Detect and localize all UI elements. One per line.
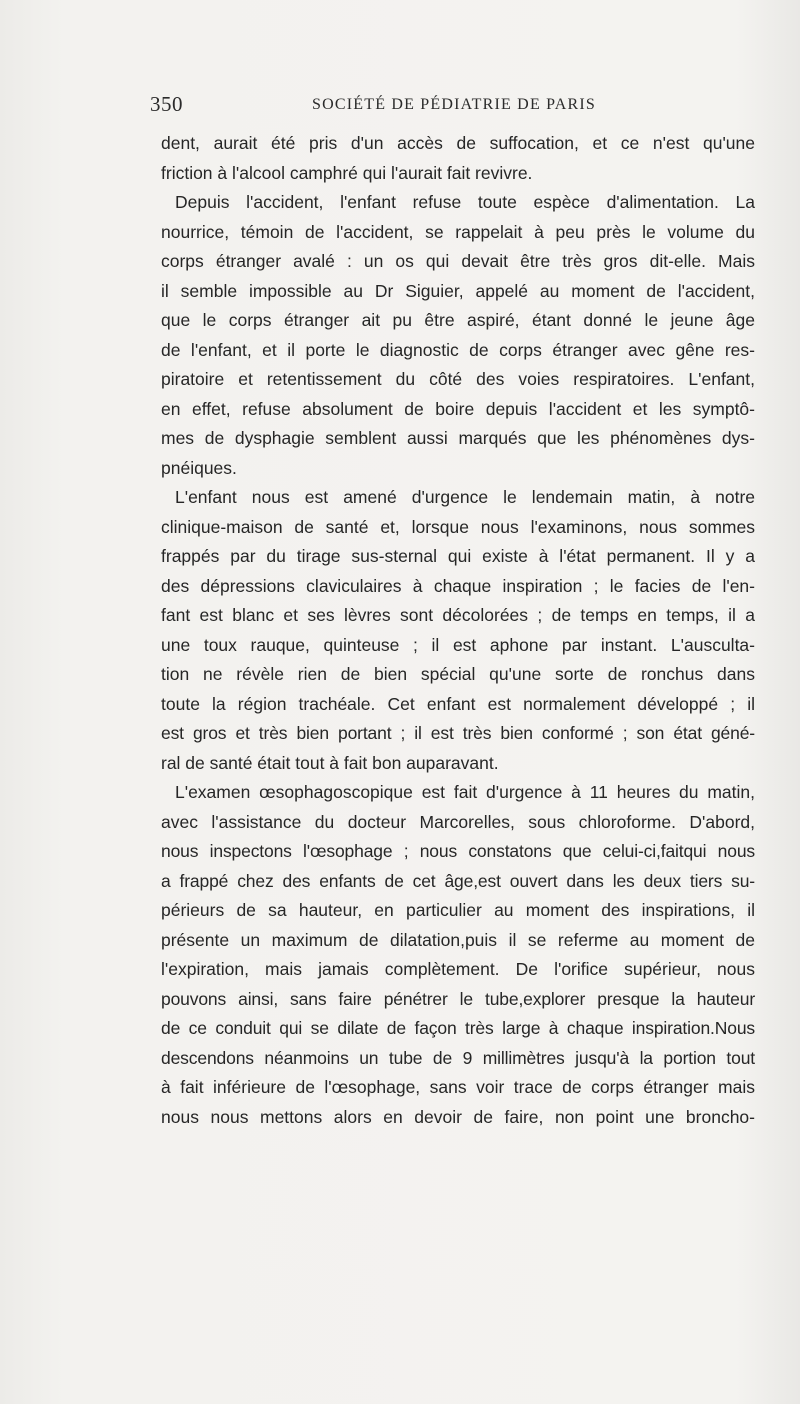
text-line: corps étranger avalé : un os qui devait être très gros dit-elle. Mais [161,251,755,271]
text-line: toute la région trachéale. Cet enfant est normalement développé ; il [161,693,755,714]
text-line: pnéiques. [161,457,237,478]
text-line: des dépressions claviculaires à chaque inspiration ; le facies de l'en- [161,575,755,596]
text-line: périeurs de sa hauteur, en particulier au moment des inspirations, il [161,900,755,920]
text-line: nourrice, témoin de l'accident, se rappelait à peu près le volume du [161,221,755,242]
text-line: présente un maximum de dilatation,puis il se referme au moment de [161,929,755,950]
text-line: clinique-maison de santé et, lorsque nous l'examinons, nous sommes [161,516,755,537]
text-line: frappés par du tirage sus-sternal qui existe à l'état permanent. Il y a [161,546,755,566]
text-line: à fait inférieure de l'œsophage, sans voir trace de corps étranger mais [161,1077,755,1097]
text-line: en effet, refuse absolument de boire depuis l'accident et les symptô- [161,398,755,419]
text-line: a frappé chez des enfants de cet âge,est ouvert dans les deux tiers su- [161,870,755,891]
text-line: nous nous mettons alors en devoir de faire, non point une broncho- [161,1106,755,1127]
text-line: il semble impossible au Dr Siguier, appelé au moment de l'accident, [161,280,755,301]
text-line: avec l'assistance du docteur Marcorelles, sous chloroforme. D'abord, [161,811,755,832]
text-line: de l'enfant, et il porte le diagnostic de corps étranger avec gêne res- [161,339,755,360]
text-line: fant est blanc et ses lèvres sont décolorées ; de temps en temps, il a [161,605,755,625]
body-text [161,129,755,1132]
text-line: descendons néanmoins un tube de 9 millimètres jusqu'à la portion tout [161,1047,755,1068]
paragraph-start-line: Depuis l'accident, l'enfant refuse toute espèce d'alimentation. La [175,192,755,212]
paragraph-start-line: L'enfant nous est amené d'urgence le lendemain matin, à notre [175,487,755,507]
text-line: que le corps étranger ait pu être aspiré, étant donné le jeune âge [161,310,755,330]
page-number: 350 [150,92,183,116]
text-line: une toux rauque, quinteuse ; il est aphone par instant. L'ausculta- [161,634,755,655]
text-line: piratoire et retentissement du côté des voies respiratoires. L'enfant, [161,369,755,389]
text-line: mes de dysphagie semblent aussi marqués que les phénomènes dys- [161,428,755,448]
running-title: SOCIÉTÉ DE PÉDIATRIE DE PARIS [312,96,596,113]
paragraph-start-line: L'examen œsophagoscopique est fait d'urgence à 11 heures du matin, [175,782,755,802]
page-header [150,92,760,122]
text-line: de ce conduit qui se dilate de façon très large à chaque inspiration.Nous [161,1018,755,1038]
text-line: friction à l'alcool camphré qui l'aurait fait revivre. [161,162,533,183]
text-line: ral de santé était tout à fait bon auparavant. [161,752,499,773]
text-line: pouvons ainsi, sans faire pénétrer le tube,explorer presque la hauteur [161,988,755,1009]
text-line: l'expiration, mais jamais complètement. De l'orifice supérieur, nous [161,959,755,979]
text-line: nous inspectons l'œsophage ; nous constatons que celui-ci,faitqui nous [161,841,755,861]
text-line: est gros et très bien portant ; il est très bien conformé ; son état géné- [161,723,755,743]
text-line: tion ne révèle rien de bien spécial qu'une sorte de ronchus dans [161,664,755,684]
text-line: dent, aurait été pris d'un accès de suffocation, et ce n'est qu'une [161,133,755,153]
